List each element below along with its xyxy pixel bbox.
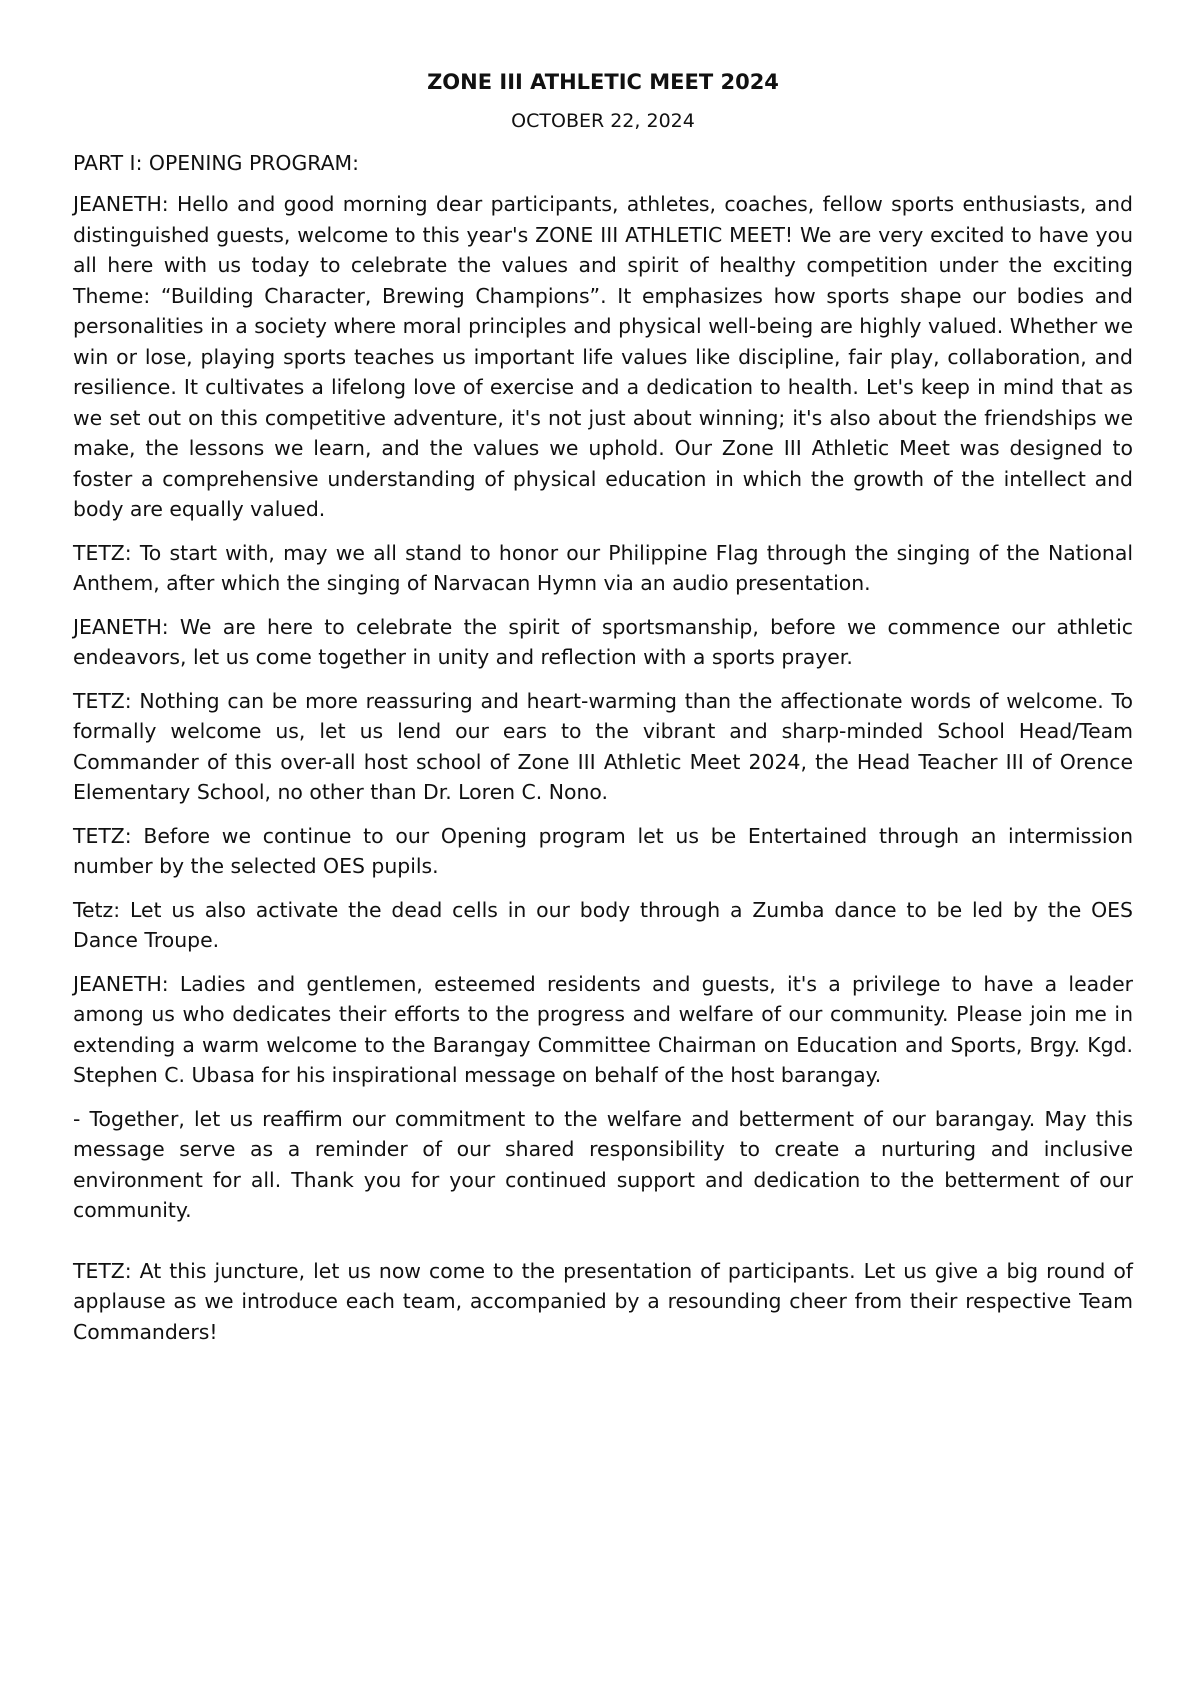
document-page bbox=[73, 68, 1133, 1360]
paragraph-jeaneth-welcome: JEANETH: Hello and good morning dear participants, athletes, coaches, fellow sports enthusiasts, and distinguished guests, welcome to this year's ZONE III ATHLETIC MEET! We are very excited to have you all here with us today to celebrate the values and spirit of healthy competition under the exciting Theme: “Building Character, Brewing Champions”. It emphasizes how sports shape our bodies and personalities in a society where moral principles and physical well-being are highly valued. Whether we win or lose, playing sports teaches us important life values like discipline, fair play, collaboration, and resilience. It cultivates a lifelong love of exercise and a dedication to health. Let's keep in mind that as we set out on this competitive adventure, it's not just about winning; it's also about the friendships we make, the lessons we learn, and the values we uphold. Our Zone III Athletic Meet was designed to foster a comprehensive understanding of physical education in which the growth of the intellect and body are equally valued. bbox=[73, 192, 1133, 521]
paragraph-reaffirm: - Together, let us reaffirm our commitment to the welfare and betterment of our barangay. May this message serve as a reminder of our shared responsibility to create a nurturing and inclusive environment for all. Thank you for your continued support and dedication to the betterment of our community. bbox=[73, 1106, 1133, 1222]
paragraph-tetz-participants: TETZ: At this juncture, let us now come to the presentation of participants. Let us give a big round of applause as we introduce each team, accompanied by a resounding cheer from their respective Team Commanders! bbox=[73, 1258, 1133, 1344]
section-heading: PART I: OPENING PROGRAM: bbox=[73, 151, 360, 175]
paragraph-jeaneth-prayer: JEANETH: We are here to celebrate the spirit of sportsmanship, before we commence our athletic endeavors, let us come together in unity and reflection with a sports prayer. bbox=[73, 614, 1133, 669]
paragraph-tetz-anthem: TETZ: To start with, may we all stand to honor our Philippine Flag through the singing of the National Anthem, after which the singing of Narvacan Hymn via an audio presentation. bbox=[73, 540, 1133, 595]
paragraph-tetz-welcome-remarks: TETZ: Nothing can be more reassuring and heart-warming than the affectionate words of welcome. To formally welcome us, let us lend our ears to the vibrant and sharp-minded School Head/Team Commander of this over-all host school of Zone III Athletic Meet 2024, the Head Teacher III of Orence Elementary School, no other than Dr. Loren C. Nono. bbox=[73, 688, 1133, 804]
paragraph-jeaneth-barangay: JEANETH: Ladies and gentlemen, esteemed residents and guests, it's a privilege to have a leader among us who dedicates their efforts to the progress and welfare of our community. Please join me in extending a warm welcome to the Barangay Committee Chairman on Education and Sports, Brgy. Kgd. Stephen C. Ubasa for his inspirational message on behalf of the host barangay. bbox=[73, 971, 1133, 1087]
document-title: ZONE III ATHLETIC MEET 2024 bbox=[427, 70, 779, 94]
paragraph-tetz-intermission: TETZ: Before we continue to our Opening program let us be Entertained through an intermission number by the selected OES pupils. bbox=[73, 823, 1133, 878]
document-date: OCTOBER 22, 2024 bbox=[511, 110, 695, 132]
paragraph-tetz-zumba: Tetz: Let us also activate the dead cells in our body through a Zumba dance to be led by the OES Dance Troupe. bbox=[73, 897, 1133, 952]
